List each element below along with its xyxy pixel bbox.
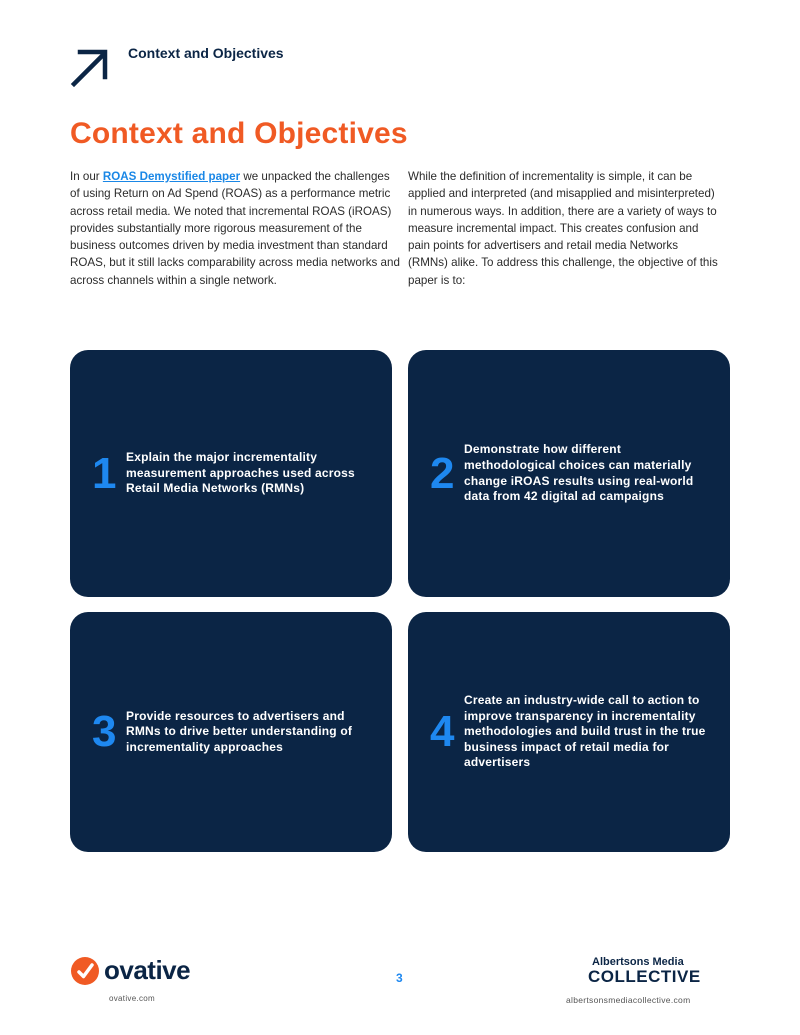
intro-left-paragraph [70,168,400,289]
objective-text: Explain the major incrementality measurement approaches used across Retail Media Networks (RMNs) [126,450,355,496]
objective-card-4 [408,612,730,852]
objective-text: Create an industry-wide call to action to improve transparency in incrementality methodologies and build trust in the true business impact of retail media for advertisers [464,693,706,770]
intro-body: we unpacked the challenges of using Return on Ad Spend (ROAS) as a performance metric across retail media. We noted that incremental ROAS (iROAS) provides substantially more rigorous measurement of the business outcomes driven by media investment than standard ROAS, but it still lacks comparability across media networks and across channels within a single network. [70,170,400,287]
amc-logo-bottom: COLLECTIVE [588,967,701,986]
ovative-logo [70,955,190,986]
intro-prefix: In our [70,170,103,183]
objective-card-3 [70,612,392,852]
objective-number: 2 [430,448,455,498]
objective-text: Provide resources to advertisers and RMNs to drive better understanding of incrementality approaches [126,708,353,754]
objective-number: 4 [430,707,455,756]
amc-url: albertsonsmediacollective.com [566,995,691,1005]
objective-number: 3 [92,707,117,756]
header-title: Context and Objectives [128,45,284,61]
objective-text: Demonstrate how different methodological choices can materially change iROAS results using real-world data from 42 digital ad campaigns [464,442,694,504]
ovative-mark-icon [70,956,100,986]
page-number: 3 [396,971,403,985]
intro-right-paragraph: While the definition of incrementality is simple, it can be applied and interpreted (and misapplied and misinterpreted) in numerous ways. In addition, there are a variety of ways to measure incremental impact. This creates confusion and pain points for advertisers and retail media Networks (RMNs) alike. To address this challenge, the objective of this paper is to: [408,170,718,287]
arrow-up-right-icon [68,46,110,88]
ovative-url: ovative.com [109,994,155,1003]
roas-demystified-link[interactable]: ROAS Demystified paper [102,170,241,183]
objective-number: 1 [92,448,117,498]
amc-logo-top: Albertsons Media [592,956,684,968]
objective-card-1 [70,350,392,597]
ovative-wordmark: ovative [104,955,191,985]
objective-card-2 [408,350,730,597]
page-title: Context and Objectives [70,117,408,150]
